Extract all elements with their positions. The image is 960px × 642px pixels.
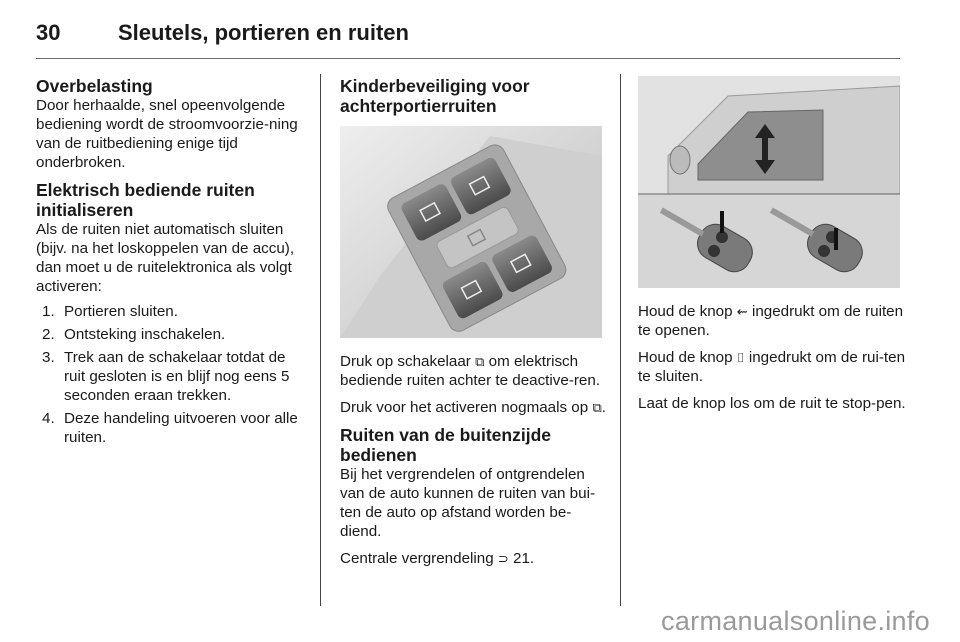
steps-list [36, 302, 304, 447]
key-unlock-icon: ⇜ [736, 304, 748, 319]
section-heading: Ruiten van de buitenzijde bedienen [340, 425, 551, 465]
column-middle [340, 76, 608, 568]
window-switch-illustration [340, 126, 602, 338]
page-number: 30 [36, 20, 61, 45]
page-reference-icon: ⊃ [497, 551, 509, 566]
remote-key-illustration [638, 76, 900, 288]
section-heading: Overbelasting [36, 76, 153, 96]
column-left [36, 76, 304, 451]
column-divider [620, 74, 621, 606]
window-switch-panel-image [340, 126, 602, 338]
paragraph: Druk op schakelaar ⧉ om elektrisch bediende ruiten achter te deactive-ren. [340, 353, 601, 389]
list-item: 2. Ontsteking inschakelen. [42, 326, 226, 343]
paragraph: Druk voor het activeren nogmaals op ⧉. [340, 399, 606, 416]
window-lockout-icon: ⧉ [475, 354, 485, 369]
key-lock-icon: ⌷ [736, 350, 745, 365]
car-window-key-image [638, 76, 900, 288]
paragraph: Als de ruiten niet automatisch sluiten (bijv. na het loskoppelen van de accu), dan moet u de ruitelektronica als volgt activeren: [36, 221, 295, 295]
paragraph: Bij het vergrendelen of ontgrendelen van de auto kunnen de ruiten van bui-ten de auto op afstand worden be-diend. [340, 466, 595, 540]
list-item: 4. Deze handeling uitvoeren voor alle ruiten. [42, 410, 298, 446]
section-heading: Kinderbeveiliging voor achterportierruiten [340, 76, 530, 116]
list-item: 1. Portieren sluiten. [42, 303, 178, 320]
paragraph: Laat de knop los om de ruit te stop-pen. [638, 395, 906, 412]
site-watermark: carmanualsonline.info [661, 606, 930, 636]
paragraph: Houd de knop ⌷ ingedrukt om de rui-ten te sluiten. [638, 349, 906, 385]
column-divider [320, 74, 321, 606]
paragraph: Houd de knop ⇜ ingedrukt om de ruiten te openen. [638, 303, 904, 339]
section-heading: Elektrisch bediende ruiten initialiseren [36, 180, 255, 220]
cross-reference: Centrale vergrendeling ⊃ 21. [340, 550, 535, 567]
paragraph: Door herhaalde, snel opeenvolgende bediening wordt de stroomvoorzie-ning van de ruitbediening enige tijd onderbroken. [36, 97, 298, 171]
column-right [638, 76, 906, 413]
list-item: 3. Trek aan de schakelaar totdat de ruit gesloten is en blijf nog eens 5 seconden eraan trekken. [42, 349, 290, 404]
page-title: Sleutels, portieren en ruiten [118, 20, 409, 45]
window-lockout-icon: ⧉ [592, 400, 602, 415]
header-rule [36, 58, 900, 59]
